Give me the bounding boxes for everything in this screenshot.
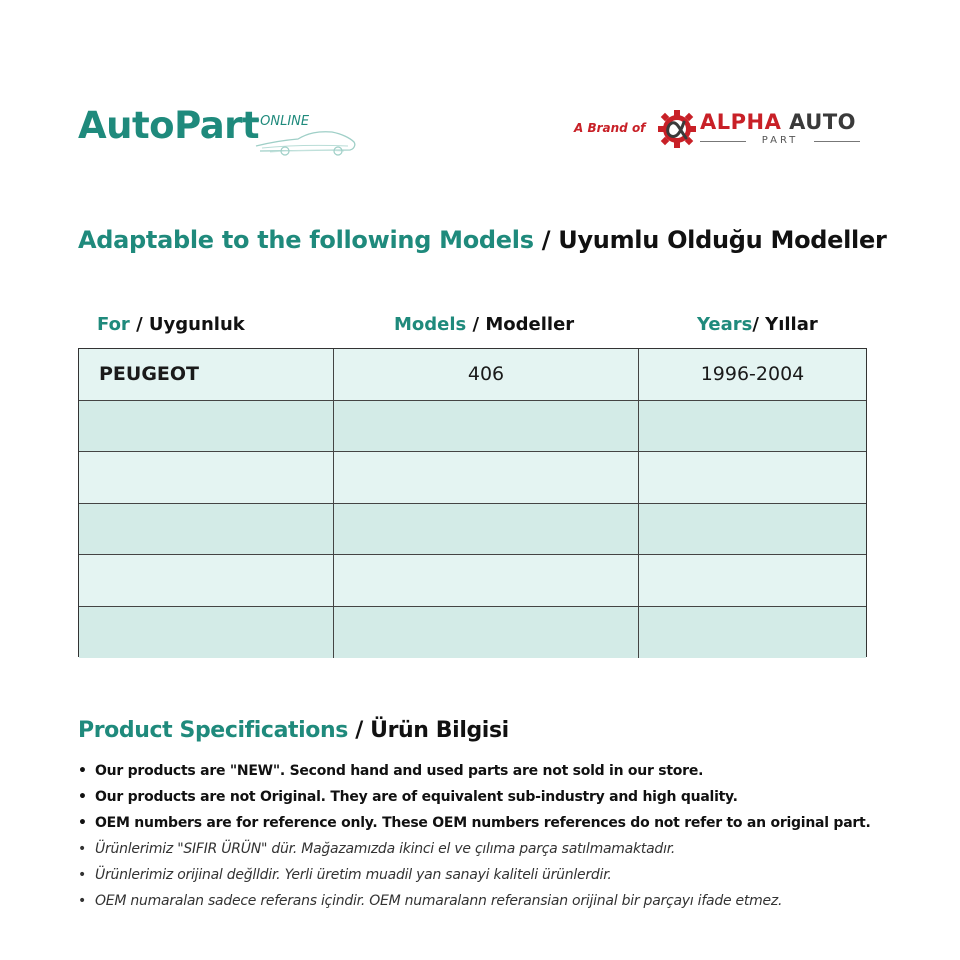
column-header-years [697, 314, 818, 335]
table-row [79, 401, 866, 453]
brand-name [700, 110, 856, 134]
column-header-for-tr: / Uygunluk [136, 314, 245, 335]
specs-section-title [78, 718, 509, 743]
table-row [79, 349, 866, 401]
column-header-models [394, 314, 574, 335]
models-section-title [78, 226, 886, 254]
cell-years [639, 504, 866, 555]
autopart-online-logo [78, 100, 368, 164]
list-item: • OEM numbers are for reference only. These OEM numbers references do not refer to an original part. [78, 812, 878, 838]
specs-title-tr: / Ürün Bilgisi [355, 718, 509, 743]
list-item: • Ürünlerimiz "SIFIR ÜRÜN" dür. Mağazamızda ikinci el ve çılıma parça satılmamaktadır. [78, 838, 878, 864]
cell-brand: PEUGEOT [79, 349, 334, 400]
models-title-en: Adaptable to the following Models [78, 226, 534, 254]
cell-brand [79, 607, 334, 659]
cell-model [334, 504, 639, 555]
logo-wordmark: AutoPart [78, 104, 260, 147]
brand-name-alpha: ALPHA [700, 110, 782, 134]
car-outline-icon [252, 124, 362, 158]
list-item: • Ürünlerimiz orijinal değlldir. Yerli üretim muadil yan sanayi kaliteli ürünlerdir. [78, 864, 878, 890]
column-header-for-en: For [97, 314, 130, 335]
cell-model [334, 607, 639, 659]
column-header-years-en: Years [697, 314, 753, 335]
table-row [79, 504, 866, 556]
specs-list [78, 760, 878, 916]
cell-years [639, 401, 866, 452]
table-row [79, 607, 866, 659]
brand-name-auto: AUTO [789, 110, 857, 134]
gear-alpha-icon [656, 108, 698, 150]
list-item: • OEM numaralan sadece referans içindir. OEM numaralann referansian orijinal bir parçayı ifade etmez. [78, 890, 878, 916]
cell-years [639, 452, 866, 503]
alpha-auto-brand [574, 104, 874, 154]
compatibility-table [78, 348, 867, 657]
cell-years [639, 555, 866, 606]
cell-years [639, 607, 866, 659]
cell-brand [79, 401, 334, 452]
cell-brand [79, 452, 334, 503]
cell-model [334, 401, 639, 452]
column-header-models-en: Models [394, 314, 467, 335]
column-header-years-tr: / Yıllar [752, 314, 818, 335]
cell-model [334, 452, 639, 503]
cell-model: 406 [334, 349, 639, 400]
table-row [79, 452, 866, 504]
specs-title-en: Product Specifications [78, 718, 348, 743]
brand-of-label: A Brand of [574, 121, 646, 135]
cell-model [334, 555, 639, 606]
logo-subtitle: ·ONLINE [256, 114, 310, 129]
column-header-for [97, 314, 245, 335]
column-header-models-tr: / Modeller [472, 314, 575, 335]
cell-brand [79, 504, 334, 555]
table-row [79, 555, 866, 607]
models-title-tr: / Uyumlu Olduğu Modeller [541, 226, 887, 254]
cell-years: 1996-2004 [700, 363, 805, 386]
list-item: • Our products are "NEW". Second hand and used parts are not sold in our store. [78, 760, 878, 786]
list-item: • Our products are not Original. They are of equivalent sub-industry and high quality. [78, 786, 878, 812]
brand-part-label: PART [700, 135, 860, 146]
cell-brand [79, 555, 334, 606]
